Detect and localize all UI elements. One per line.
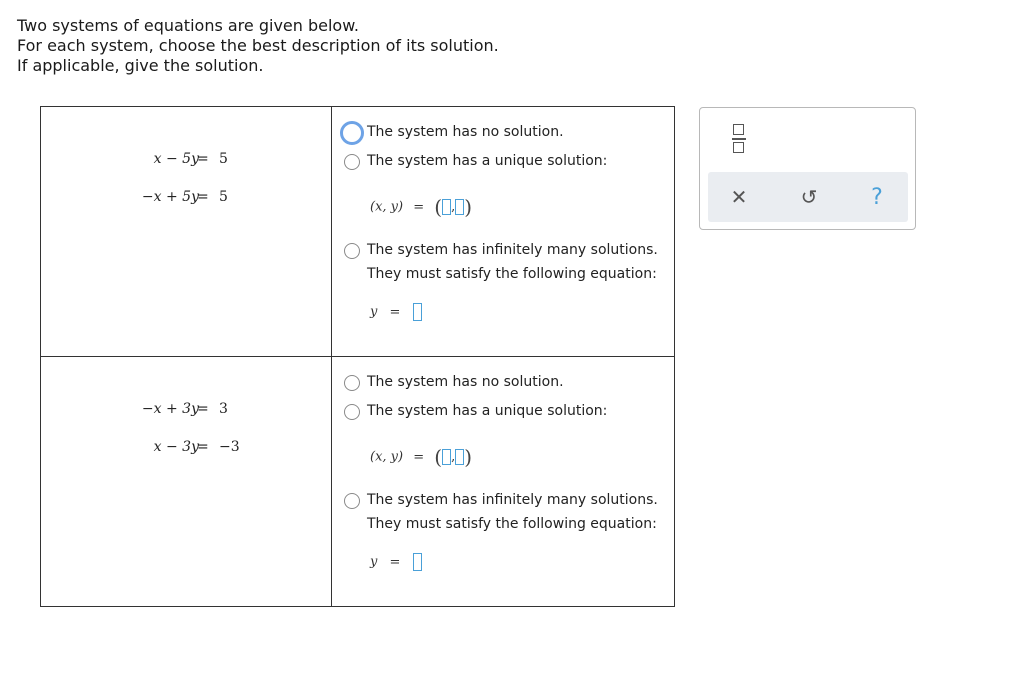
prompt-line-2: For each system, choose the best description of its solution. xyxy=(17,36,499,55)
radio-button[interactable] xyxy=(340,121,364,145)
close-paren: ) xyxy=(464,445,473,469)
fraction-bar xyxy=(732,138,746,140)
system-2-infinite-subtext: They must satisfy the following equation: xyxy=(367,516,657,532)
equation-lhs: x − 5y xyxy=(153,151,199,167)
math-toolbox xyxy=(699,107,916,230)
y-label: y xyxy=(370,554,378,570)
equals-sign: = xyxy=(413,449,425,465)
y-label: y xyxy=(370,304,378,320)
option-label: The system has infinitely many solutions. xyxy=(367,242,658,258)
equation-rhs: 5 xyxy=(219,151,228,167)
radio-button[interactable] xyxy=(344,154,360,170)
system-2-pair-input xyxy=(370,445,472,469)
toolbox-action-bar xyxy=(708,172,908,222)
system-1-infinite-subtext: They must satisfy the following equation: xyxy=(367,266,657,282)
help-icon[interactable]: ? xyxy=(871,184,883,210)
numerator-box xyxy=(733,124,744,135)
systems-table xyxy=(40,106,675,607)
equation-rhs: −3 xyxy=(219,439,240,455)
denominator-box xyxy=(733,142,744,153)
system-row-1 xyxy=(41,107,674,357)
option-label: The system has infinitely many solutions. xyxy=(367,492,658,508)
system-1-equations xyxy=(41,107,332,356)
pair-label: (x, y) xyxy=(370,199,404,215)
equation-rhs: 5 xyxy=(219,189,228,205)
radio-button[interactable] xyxy=(344,375,360,391)
equation-lhs: x − 3y xyxy=(153,439,199,455)
option-label: The system has no solution. xyxy=(367,124,564,140)
prompt-line-1: Two systems of equations are given below. xyxy=(17,16,359,35)
open-paren: ( xyxy=(434,445,443,469)
equation-lhs: −x + 5y xyxy=(141,189,199,205)
system-row-2 xyxy=(41,357,674,606)
equation-equals: = xyxy=(197,439,209,455)
comma: , xyxy=(451,199,456,215)
option-label: The system has a unique solution: xyxy=(367,403,608,419)
system-1-options xyxy=(332,107,674,356)
radio-button[interactable] xyxy=(344,243,360,259)
question-prompt xyxy=(17,16,499,76)
equation-equals: = xyxy=(197,401,209,417)
equation-rhs: 3 xyxy=(219,401,228,417)
equals-sign: = xyxy=(413,199,425,215)
close-paren: ) xyxy=(464,195,473,219)
system-2-options xyxy=(332,357,674,606)
prompt-line-3: If applicable, give the solution. xyxy=(17,56,264,75)
undo-icon[interactable]: ↺ xyxy=(800,185,818,209)
radio-button[interactable] xyxy=(344,404,360,420)
y-equation-input[interactable] xyxy=(413,303,422,321)
equation-equals: = xyxy=(197,189,209,205)
system-2-equations xyxy=(41,357,332,606)
y-value-input[interactable] xyxy=(455,449,464,465)
equals-sign: = xyxy=(389,554,401,570)
system-1-y-equation xyxy=(370,303,422,321)
equation-equals: = xyxy=(197,151,209,167)
fraction-icon[interactable] xyxy=(732,124,746,160)
open-paren: ( xyxy=(434,195,443,219)
option-label: The system has a unique solution: xyxy=(367,153,608,169)
y-value-input[interactable] xyxy=(455,199,464,215)
system-1-pair-input xyxy=(370,195,472,219)
clear-icon[interactable]: ✕ xyxy=(730,185,748,209)
option-label: The system has no solution. xyxy=(367,374,564,390)
comma: , xyxy=(451,449,456,465)
pair-label: (x, y) xyxy=(370,449,404,465)
system-2-y-equation xyxy=(370,553,422,571)
radio-button[interactable] xyxy=(344,493,360,509)
x-value-input[interactable] xyxy=(442,199,451,215)
x-value-input[interactable] xyxy=(442,449,451,465)
y-equation-input[interactable] xyxy=(413,553,422,571)
equals-sign: = xyxy=(389,304,401,320)
equation-lhs: −x + 3y xyxy=(141,401,199,417)
